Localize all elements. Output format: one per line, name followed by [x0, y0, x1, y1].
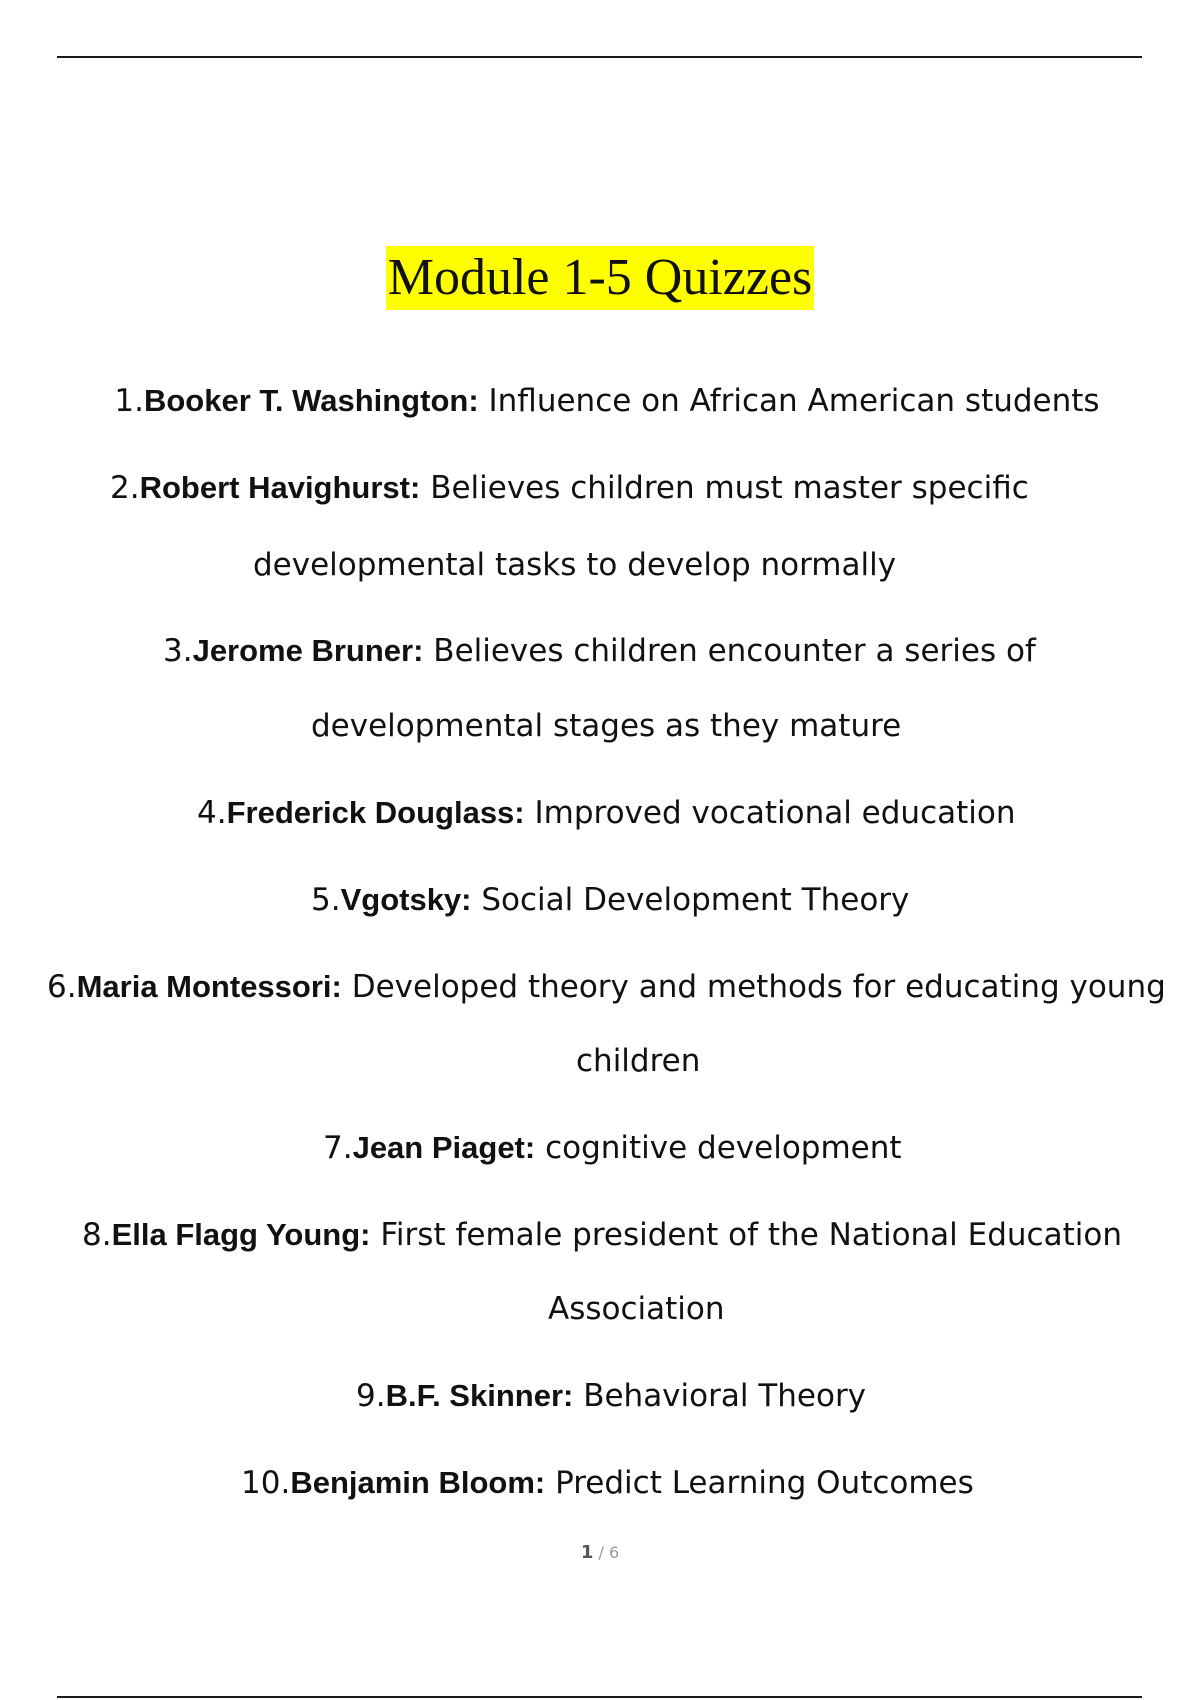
list-item-continuation [253, 545, 896, 585]
list-item-continuation [576, 1041, 700, 1081]
item-description: Believes children must master specific [430, 470, 1029, 506]
item-number: 9. [356, 1378, 386, 1414]
current-page-number: 1 [580, 1542, 594, 1563]
list-item [47, 967, 1166, 1007]
list-item-continuation [548, 1289, 725, 1329]
item-name: Maria Montessori: [76, 969, 342, 1004]
item-description-continued: children [576, 1043, 701, 1079]
item-number: 7. [323, 1130, 353, 1166]
page-indicator [0, 1542, 1200, 1563]
item-number: 5. [311, 882, 341, 918]
bottom-rule [57, 1696, 1142, 1698]
item-name: Jerome Bruner: [192, 633, 424, 668]
item-description: Developed theory and methods for educating young [351, 969, 1166, 1005]
list-item [163, 631, 1036, 671]
item-name: B.F. Skinner: [385, 1378, 574, 1413]
item-number: 3. [163, 633, 193, 669]
item-description: Improved vocational education [534, 795, 1016, 831]
list-item [110, 468, 1029, 508]
item-description: Influence on African American students [488, 383, 1100, 419]
item-description: Behavioral Theory [583, 1378, 867, 1414]
item-name: Robert Havighurst: [139, 470, 421, 505]
list-item [323, 1128, 902, 1168]
list-item [0, 381, 1200, 421]
top-rule [57, 56, 1142, 58]
list-item [356, 1376, 866, 1416]
item-description: First female president of the National Education [380, 1217, 1122, 1253]
item-name: Benjamin Bloom: [290, 1465, 546, 1500]
list-item [82, 1215, 1122, 1255]
total-pages: 6 [608, 1543, 620, 1562]
list-item [311, 880, 909, 920]
item-number: 4. [197, 795, 227, 831]
item-number: 6. [47, 969, 77, 1005]
list-item-continuation [311, 706, 901, 746]
item-number: 10. [241, 1465, 291, 1501]
item-description: Believes children encounter a series of [433, 633, 1036, 669]
item-name: Ella Flagg Young: [111, 1217, 371, 1252]
item-description: cognitive development [545, 1130, 902, 1166]
item-description-continued: developmental tasks to develop normally [253, 547, 897, 583]
list-item [197, 793, 1016, 833]
item-description: Predict Learning Outcomes [555, 1465, 974, 1501]
item-name: Frederick Douglass: [226, 795, 525, 830]
item-description-continued: developmental stages as they mature [311, 708, 902, 744]
item-name: Vgotsky: [340, 882, 472, 917]
item-name: Booker T. Washington: [143, 383, 479, 418]
item-name: Jean Piaget: [352, 1130, 536, 1165]
title-container [0, 246, 1200, 310]
list-item [241, 1463, 974, 1503]
item-description: Social Development Theory [481, 882, 910, 918]
page-separator: / [593, 1543, 609, 1562]
item-number: 2. [110, 470, 140, 506]
item-number: 1. [114, 383, 144, 419]
document-title: Module 1-5 Quizzes [386, 246, 815, 310]
item-number: 8. [82, 1217, 112, 1253]
item-description-continued: Association [548, 1291, 725, 1327]
